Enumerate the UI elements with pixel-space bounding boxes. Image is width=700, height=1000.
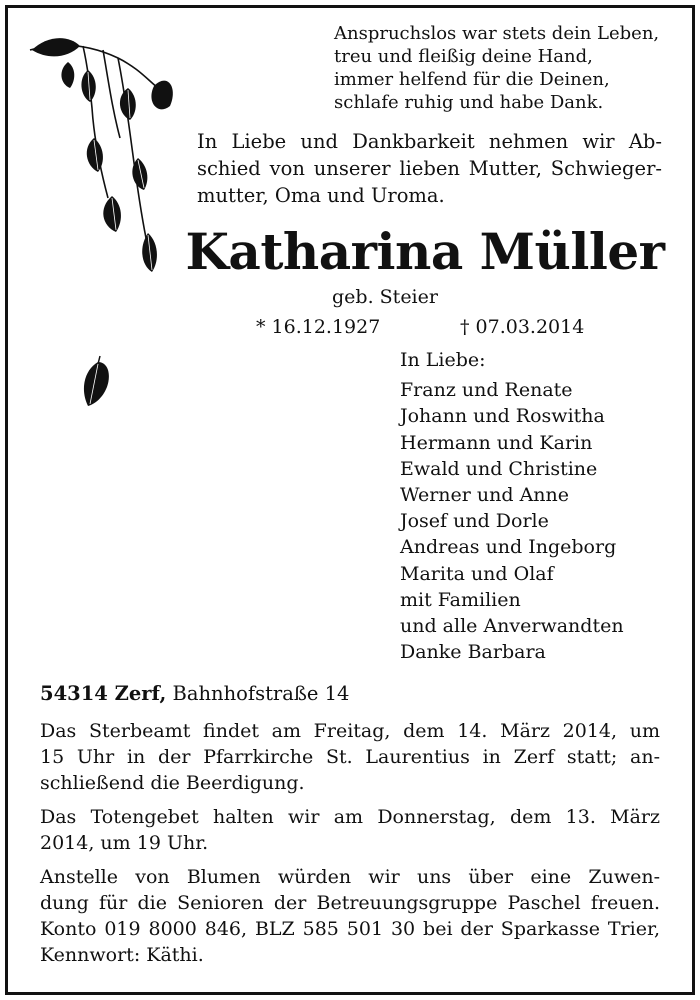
poem bbox=[334, 22, 674, 114]
notices bbox=[40, 718, 660, 976]
signers-heading: In Liebe: bbox=[400, 349, 486, 371]
notice-line: Das Sterbeamt findet am Freitag, dem 14. März 2014, um bbox=[40, 720, 660, 742]
signer-name: Danke Barbara bbox=[400, 641, 546, 664]
address-street: Bahnhofstraße 14 bbox=[172, 682, 350, 705]
funeral-notice bbox=[40, 718, 660, 796]
notice-line: dung für die Senioren der Betreuungsgruppe Paschel freuen. bbox=[40, 892, 660, 914]
intro-text bbox=[197, 128, 662, 209]
signer-name: Johann und Roswitha bbox=[400, 405, 605, 428]
notice-line: Konto 019 8000 846, BLZ 585 501 30 bei der Sparkasse Trier, bbox=[40, 918, 660, 940]
poem-line: treu und fleißig deine Hand, bbox=[334, 46, 593, 67]
intro-line: mutter, Oma und Uroma. bbox=[197, 184, 445, 207]
notice-line: 2014, um 19 Uhr. bbox=[40, 832, 209, 854]
donation-notice bbox=[40, 864, 660, 968]
poem-line: Anspruchslos war stets dein Leben, bbox=[334, 23, 660, 44]
signer-name: und alle Anverwandten bbox=[400, 615, 624, 638]
birth-date: * 16.12.1927 bbox=[256, 316, 381, 338]
notice-line: Das Totengebet halten wir am Donnerstag, dem 13. März bbox=[40, 806, 660, 828]
signer-name: Ewald und Christine bbox=[400, 457, 598, 480]
address bbox=[40, 681, 349, 707]
signer-name: Hermann und Karin bbox=[400, 431, 593, 454]
prayer-notice bbox=[40, 804, 660, 856]
notice-line: Kennwort: Käthi. bbox=[40, 944, 204, 966]
signer-name: Andreas und Ingeborg bbox=[400, 536, 617, 559]
notice-line: schließend die Beerdigung. bbox=[40, 772, 305, 794]
deceased-name: Katharina Müller bbox=[185, 222, 665, 281]
signer-name: Werner und Anne bbox=[400, 484, 570, 507]
intro-line: schied von unserer lieben Mutter, Schwieger- bbox=[197, 157, 662, 180]
falling-leaf-icon bbox=[78, 352, 118, 412]
signers-list bbox=[400, 347, 690, 665]
maiden-name: geb. Steier bbox=[332, 286, 438, 308]
address-postcode-city: 54314 Zerf, bbox=[40, 682, 167, 705]
notice-line: 15 Uhr in der Pfarrkirche St. Laurentius in Zerf statt; an- bbox=[40, 746, 660, 768]
signer-name: Marita und Olaf bbox=[400, 562, 554, 585]
intro-line: In Liebe und Dankbarkeit nehmen wir Ab- bbox=[197, 130, 662, 153]
poem-line: schlafe ruhig und habe Dank. bbox=[334, 92, 604, 113]
notice-line: Anstelle von Blumen würden wir uns über eine Zuwen- bbox=[40, 866, 660, 888]
poem-line: immer helfend für die Deinen, bbox=[334, 69, 610, 90]
death-date: † 07.03.2014 bbox=[460, 316, 585, 338]
signer-name: Josef und Dorle bbox=[400, 510, 549, 533]
signer-name: mit Familien bbox=[400, 588, 521, 611]
signer-name: Franz und Renate bbox=[400, 379, 573, 402]
